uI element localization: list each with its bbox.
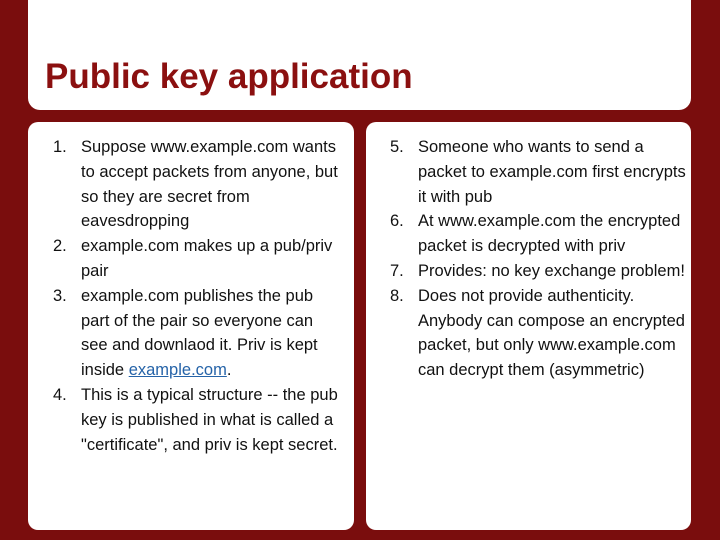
list-item-5 — [390, 135, 686, 209]
list-number: 6. — [390, 212, 404, 231]
list-text: This is a typical structure -- the pub key is published in what is called a "certificate", and priv is kept secret. — [81, 385, 338, 454]
list-number: 1. — [53, 138, 67, 156]
list-number: 5. — [390, 138, 404, 156]
right-list — [390, 135, 686, 383]
list-item-7 — [390, 259, 686, 284]
list-text-after-link: . — [226, 361, 232, 380]
list-text: Provides: no key exchange problem! — [418, 261, 685, 280]
right-content-panel — [366, 122, 691, 530]
list-number: 3. — [53, 286, 67, 305]
list-text: At www.example.com the encrypted packet is decrypted with priv — [418, 212, 681, 256]
list-text: Does not provide authenticity. Anybody can compose an encrypted packet, but only www.example.com can decrypt them (asymmetric) — [418, 286, 685, 380]
list-item-8 — [390, 284, 686, 383]
example-com-link[interactable]: example.com — [128, 361, 227, 380]
list-item-4 — [53, 383, 343, 457]
list-number: 8. — [390, 286, 404, 305]
list-item-1 — [53, 135, 343, 234]
list-text: Suppose www.example.com wants to accept packets from anyone, but so they are secret from eavesdropping — [81, 138, 338, 231]
list-item-6 — [390, 209, 686, 259]
slide-title: Public key application — [45, 57, 413, 96]
list-text: example.com makes up a pub/priv pair — [81, 237, 333, 280]
list-item-2 — [53, 234, 343, 284]
list-text-before-link: example.com publishes the pub part of the pair so everyone can see and downlaod it. Priv is kept inside — [81, 286, 318, 380]
left-content-panel — [28, 122, 354, 530]
title-box — [28, 0, 691, 110]
list-number: 2. — [53, 237, 67, 256]
list-text: Someone who wants to send a packet to example.com first encrypts it with pub — [418, 138, 686, 206]
list-number: 7. — [390, 261, 404, 280]
left-list — [53, 135, 343, 457]
list-number: 4. — [53, 385, 67, 404]
list-item-3 — [53, 284, 343, 383]
list-text — [81, 287, 318, 379]
